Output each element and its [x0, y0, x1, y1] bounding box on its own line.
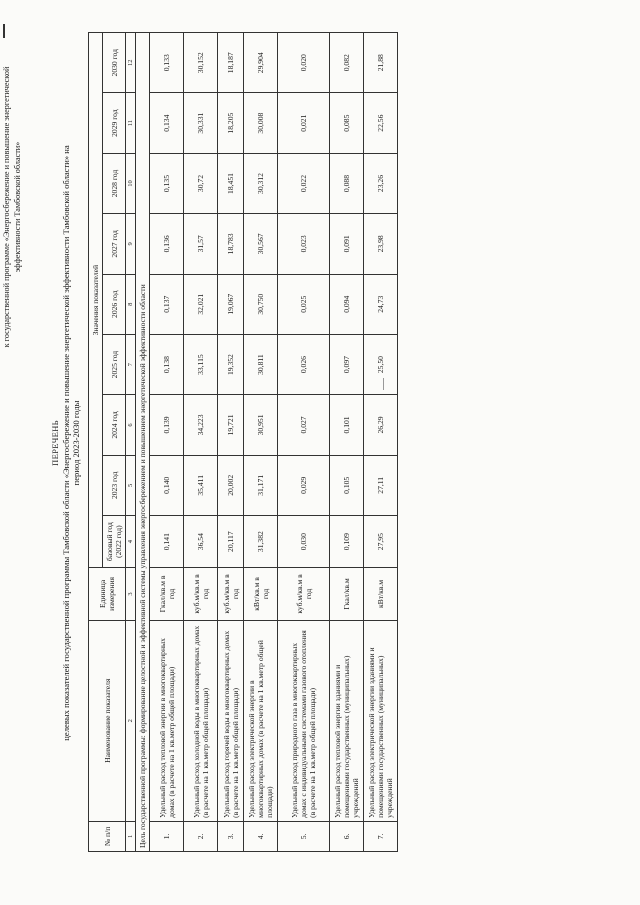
value-cell: 0,097: [330, 334, 364, 394]
value-cell: 18,783: [218, 214, 244, 274]
row-number: 7.: [364, 821, 398, 851]
value-cell: 23,26: [364, 153, 398, 213]
indicator-name: Удельный расход горячей воды в многоквартирных домах (в расчете на 1 кв.метр общей площади): [218, 620, 244, 821]
value-cell: 18,205: [218, 93, 244, 153]
indicator-name: Удельный расход электрической энергии в многоквартирных домах (в расчете на 1 кв.метр общей площади): [244, 620, 278, 821]
header-values-group: Значения показателей: [89, 33, 103, 568]
value-cell: 21,88: [364, 33, 398, 93]
row-number: 3.: [218, 821, 244, 851]
value-cell: 26,29: [364, 395, 398, 455]
value-cell: 0,133: [150, 33, 184, 93]
header-unit: Единица измерения: [89, 568, 126, 620]
value-cell: 0,137: [150, 274, 184, 334]
col-number: 2: [126, 620, 136, 821]
header-year: 2026 год: [103, 274, 126, 334]
value-cell: 19,352: [218, 334, 244, 394]
indicators-table: [88, 32, 398, 852]
value-cell: 20,002: [218, 455, 244, 515]
value-cell: 0,026: [278, 334, 330, 394]
value-cell: 30,567: [244, 214, 278, 274]
row-number: 6.: [330, 821, 364, 851]
col-number: 12: [126, 33, 136, 93]
document-title: [50, 38, 82, 848]
header-year: 2024 год: [103, 395, 126, 455]
table-row: [330, 33, 364, 852]
unit-cell: Гкал/кв.м в год: [150, 568, 184, 620]
value-cell: 30,331: [184, 93, 218, 153]
col-number: 6: [126, 395, 136, 455]
value-cell: 0,021: [278, 93, 330, 153]
value-cell: 18,187: [218, 33, 244, 93]
value-cell: 0,136: [150, 214, 184, 274]
program-goal: Цель государственной программы: формирование целостной и эффективной системы управления энергосбережением и повышением энергетической эффективности области: [136, 33, 150, 852]
row-number: 2.: [184, 821, 218, 851]
table-row: [278, 33, 330, 852]
table-row: [150, 33, 184, 852]
value-cell: 30,951: [244, 395, 278, 455]
value-cell: 35,411: [184, 455, 218, 515]
value-cell: 0,022: [278, 153, 330, 213]
value-cell: 0,109: [330, 515, 364, 567]
col-number: 10: [126, 153, 136, 213]
row-number: 5.: [278, 821, 330, 851]
unit-cell: кВт/кв.м: [364, 568, 398, 620]
value-cell: 30,72: [184, 153, 218, 213]
value-cell: 0,139: [150, 395, 184, 455]
value-cell: 0,025: [278, 274, 330, 334]
col-number: 11: [126, 93, 136, 153]
value-cell: 27,11: [364, 455, 398, 515]
header-year: 2030 год: [103, 33, 126, 93]
col-number: 8: [126, 274, 136, 334]
indicator-name: Удельный расход электрической энергии зданиями и помещениями государственных (муниципальных) учреждений: [364, 620, 398, 821]
table-row: [364, 33, 398, 852]
value-cell: 23,98: [364, 214, 398, 274]
table-row: [218, 33, 244, 852]
title-heading: ПЕРЕЧЕНЬ: [50, 420, 60, 466]
header-year: 2028 год: [103, 153, 126, 213]
row-number: 4.: [244, 821, 278, 851]
value-cell: 30,008: [244, 93, 278, 153]
value-cell: 0,027: [278, 395, 330, 455]
rotated-content: [0, 8, 478, 868]
value-cell: 0,088: [330, 153, 364, 213]
value-cell: 29,904: [244, 33, 278, 93]
value-cell: 22,56: [364, 93, 398, 153]
value-cell: 0,134: [150, 93, 184, 153]
col-number: 9: [126, 214, 136, 274]
unit-cell: куб.м/кв.м в год: [184, 568, 218, 620]
row-number: 1.: [150, 821, 184, 851]
value-cell: 30,312: [244, 153, 278, 213]
value-cell: 32,021: [184, 274, 218, 334]
value-cell: 27,95: [364, 515, 398, 567]
value-cell: 0,105: [330, 455, 364, 515]
col-number: 1: [126, 821, 136, 851]
value-cell: 30,152: [184, 33, 218, 93]
value-cell: 33,115: [184, 334, 218, 394]
unit-cell: кВт/кв.м в год: [244, 568, 278, 620]
value-cell: 0,085: [330, 93, 364, 153]
header-year: 2025 год: [103, 334, 126, 394]
value-cell: 0,138: [150, 334, 184, 394]
header-year: базовый год (2022 год): [103, 515, 126, 567]
indicator-name: Удельный расход природного газа в многоквартирных домах с индивидуальными системами газового отопления (в расчете на 1 кв.метр общей площади): [278, 620, 330, 821]
value-cell: 0,029: [278, 455, 330, 515]
header-year: 2029 год: [103, 93, 126, 153]
title-subject: целевых показателей государственной программы Тамбовской области «Энергосбережение и повышение энергетической эффективности Тамбовской области» на: [60, 145, 71, 741]
value-cell: 0,082: [330, 33, 364, 93]
value-cell: 34,223: [184, 395, 218, 455]
col-number: 5: [126, 455, 136, 515]
value-cell: 24,73: [364, 274, 398, 334]
goal-row: [136, 33, 150, 852]
col-number: 3: [126, 568, 136, 620]
value-cell: 0,020: [278, 33, 330, 93]
table-row: [244, 33, 278, 852]
value-cell: 0,135: [150, 153, 184, 213]
value-cell: 0,101: [330, 395, 364, 455]
value-cell: 31,57: [184, 214, 218, 274]
value-cell: 19,067: [218, 274, 244, 334]
header-year: 2027 год: [103, 214, 126, 274]
value-cell: 0,023: [278, 214, 330, 274]
appendix-header: [0, 42, 23, 372]
indicator-name: Удельный расход холодной воды в многоквартирных домах (в расчете на 1 кв.метр общей площади): [184, 620, 218, 821]
value-cell: 19,721: [218, 395, 244, 455]
title-period: период 2023-2030 годы: [71, 400, 81, 486]
value-cell: 31,171: [244, 455, 278, 515]
indicator-name: Удельный расход тепловой энергии зданиями и помещениями государственных (муниципальных) учреждений: [330, 620, 364, 821]
value-cell: 31,382: [244, 515, 278, 567]
value-cell: 0,094: [330, 274, 364, 334]
unit-cell: куб.м/кв.м в год: [218, 568, 244, 620]
header-year: 2023 год: [103, 455, 126, 515]
value-cell: 18,451: [218, 153, 244, 213]
indicator-name: Удельный расход тепловой энергии в многоквартирных домах (в расчете на 1 кв.метр общей площади): [150, 620, 184, 821]
header-name: Наименование показателя: [89, 620, 126, 821]
table-row: [184, 33, 218, 852]
value-cell: 0,091: [330, 214, 364, 274]
col-number: 7: [126, 334, 136, 394]
value-cell: 30,811: [244, 334, 278, 394]
value-cell: 0,030: [278, 515, 330, 567]
value-cell: 20,117: [218, 515, 244, 567]
column-number-row: [126, 33, 136, 852]
program-ref-line1: к государственной программе «Энергосбережение и повышение энергетической: [2, 66, 11, 348]
value-cell: 30,750: [244, 274, 278, 334]
unit-cell: Гкал/кв.м: [330, 568, 364, 620]
program-ref-line2: эффективности Тамбовской области»: [12, 141, 22, 273]
value-cell: 0,141: [150, 515, 184, 567]
unit-cell: куб.м/кв.м в год: [278, 568, 330, 620]
header-num: № п/п: [89, 821, 126, 851]
col-number: 4: [126, 515, 136, 567]
value-cell: 36,54: [184, 515, 218, 567]
value-cell: 25,50: [364, 334, 398, 394]
value-cell: 0,140: [150, 455, 184, 515]
